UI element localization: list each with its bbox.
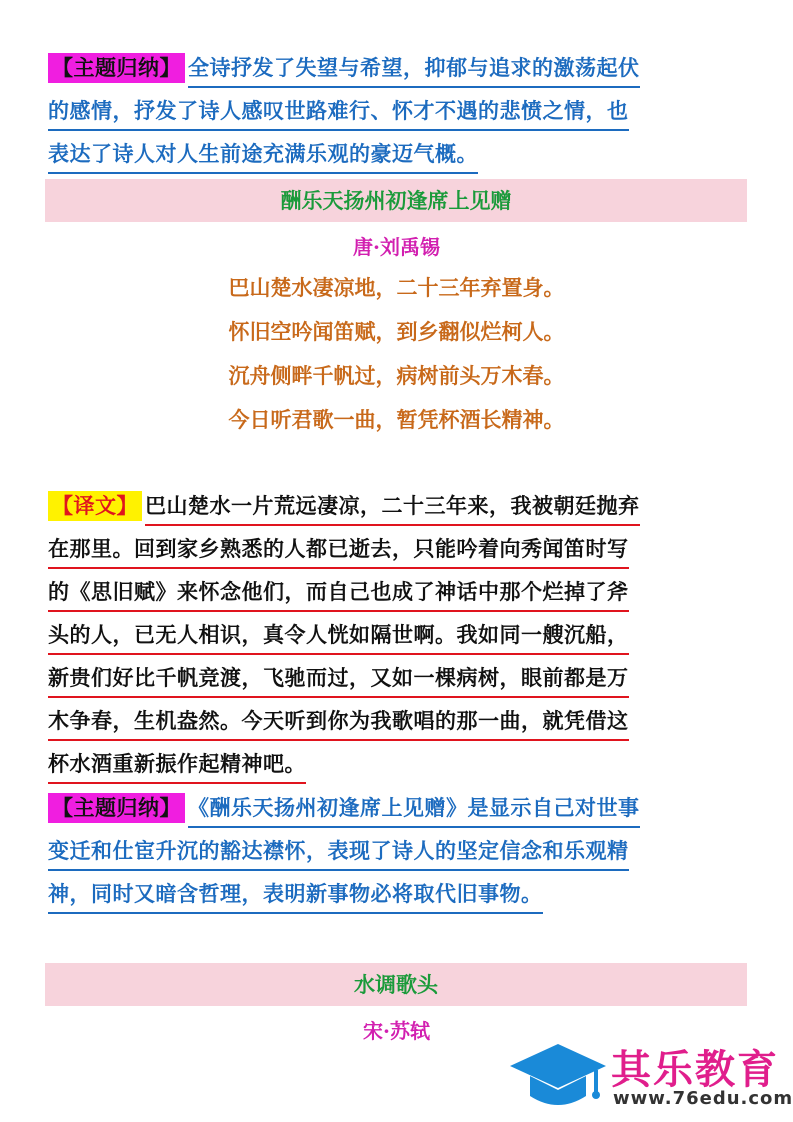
poem-line: 今日听君歌一曲，暂凭杯酒长精神。 [228, 407, 565, 432]
translation [48, 486, 748, 787]
theme-text: 变迁和仕宦升沉的豁达襟怀，表现了诗人的坚定信念和乐观精 [48, 833, 629, 871]
theme-summary-1 [48, 48, 748, 177]
translation-line [48, 572, 748, 615]
translation-line [48, 658, 748, 701]
translation-text: 巴山楚水一片荒远凄凉，二十三年来，我被朝廷抛弃 [145, 488, 640, 526]
theme-tag: 【主题归纳】 [48, 53, 185, 83]
poem-author: 唐·刘禹锡 [353, 235, 440, 259]
translation-text: 木争春，生机盎然。今天听到你为我歌唱的那一曲，就凭借这 [48, 703, 629, 741]
theme-text: 表达了诗人对人生前途充满乐观的豪迈气概。 [48, 136, 478, 174]
theme-summary-line [48, 831, 748, 874]
theme-summary-line [48, 134, 748, 177]
translation-line [48, 529, 748, 572]
translation-tag: 【译文】 [48, 491, 142, 521]
poem-title-band [45, 179, 747, 222]
theme-summary-line [48, 874, 748, 917]
brand-logo [508, 1036, 793, 1116]
translation-text: 在那里。回到家乡熟悉的人都已逝去，只能吟着向秀闻笛时写 [48, 531, 629, 569]
poem-line: 怀旧空吟闻笛赋，到乡翻似烂柯人。 [228, 319, 565, 344]
translation-text: 的《思旧赋》来怀念他们，而自己也成了神话中那个烂掉了斧 [48, 574, 629, 612]
theme-text: 神，同时又暗含哲理，表明新事物必将取代旧事物。 [48, 876, 543, 914]
theme-tag: 【主题归纳】 [48, 793, 185, 823]
poem-line: 沉舟侧畔千帆过，病树前头万木春。 [228, 363, 565, 388]
brand-url: www.76edu.com [613, 1088, 793, 1109]
theme-text: 《酬乐天扬州初逢席上见赠》是显示自己对世事 [188, 790, 640, 828]
theme-summary-line [48, 91, 748, 134]
theme-text: 全诗抒发了失望与希望，抑郁与追求的激荡起伏 [188, 50, 640, 88]
translation-line [48, 615, 748, 658]
poem-line: 巴山楚水凄凉地，二十三年弃置身。 [228, 275, 565, 300]
theme-summary-line [48, 48, 748, 91]
theme-summary-line [48, 788, 748, 831]
translation-text: 新贵们好比千帆竞渡，飞驰而过，又如一棵病树，眼前都是万 [48, 660, 629, 698]
poem-title-band [45, 963, 747, 1006]
poem-body [0, 266, 793, 442]
poem-title: 酬乐天扬州初逢席上见赠 [280, 188, 512, 213]
translation-line [48, 744, 748, 787]
translation-line [48, 701, 748, 744]
poem-title: 水调歌头 [354, 972, 438, 997]
translation-text: 杯水酒重新振作起精神吧。 [48, 746, 306, 784]
brand-name: 其乐教育 [611, 1047, 779, 1093]
translation-line [48, 486, 748, 529]
graduation-cap-icon [508, 1040, 608, 1112]
theme-text: 的感情，抒发了诗人感叹世路难行、怀才不遇的悲愤之情，也 [48, 93, 629, 131]
translation-text: 头的人，已无人相识，真令人恍如隔世啊。我如同一艘沉船， [48, 617, 629, 655]
theme-summary-2 [48, 788, 748, 917]
poem-author: 宋·苏轼 [363, 1019, 430, 1043]
